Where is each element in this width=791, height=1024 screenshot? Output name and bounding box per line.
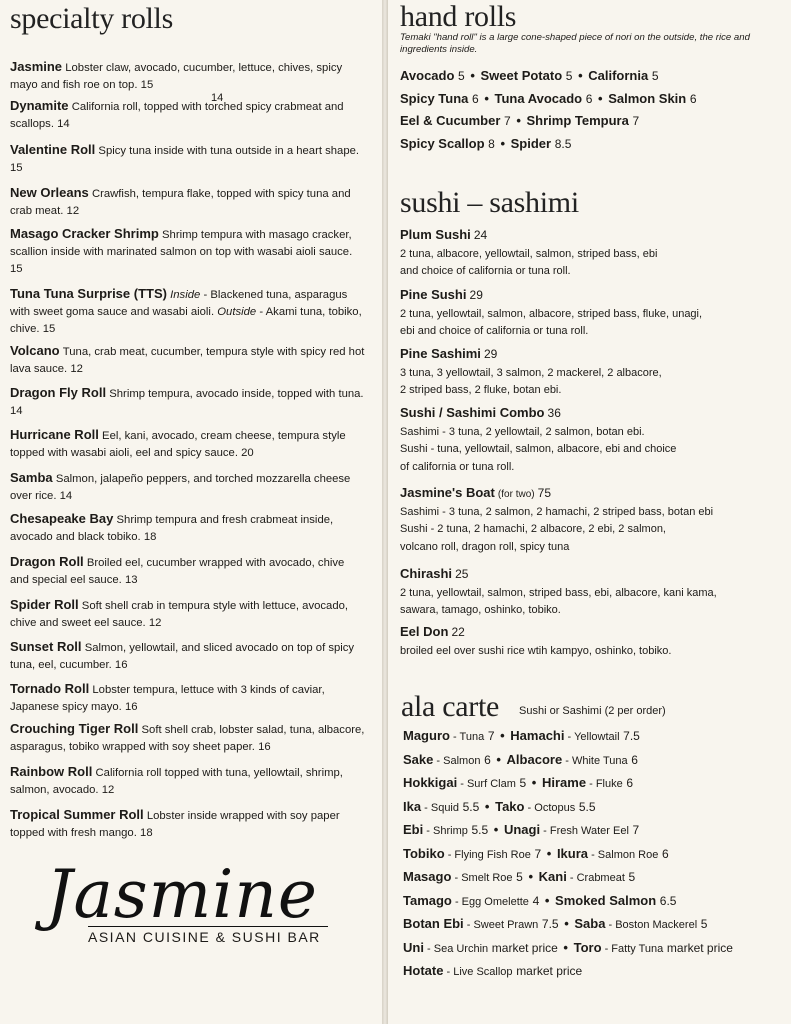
- stray-mark: 14: [211, 92, 224, 104]
- specialty-rolls-title: specialty rolls: [10, 2, 173, 35]
- ala-carte-price: market price: [516, 964, 583, 978]
- hand-roll-name: Eel & Cucumber: [400, 113, 501, 128]
- ala-carte-name: Sake: [403, 751, 434, 767]
- specialty-roll-item: [10, 680, 366, 716]
- bullet-separator: •: [541, 892, 554, 908]
- logo-subtitle: ASIAN CUISINE & SUSHI BAR: [88, 926, 328, 945]
- item-description-line: and choice of california or tuna roll.: [400, 265, 571, 277]
- roll-description: Soft shell crab in tempura style with lettuce, avocado, chive and sweet eel sauce.: [10, 600, 349, 629]
- ala-carte-row: [403, 775, 633, 790]
- dash-separator: -: [444, 848, 455, 861]
- ala-carte-name: Toro: [573, 939, 602, 955]
- bullet-separator: •: [496, 728, 509, 743]
- hand-roll-row: [400, 91, 697, 106]
- bullet-separator: •: [490, 822, 502, 837]
- hand-roll-price: 6: [585, 92, 593, 106]
- sushi-sashimi-item: [400, 565, 760, 620]
- roll-price: 13: [124, 574, 138, 586]
- roll-description: California roll, topped with torched spicy crabmeat and scallops.: [10, 101, 344, 130]
- item-description-line: 2 tuna, yellowtail, salmon, striped bass, ebi, albacore, kani kama,: [400, 586, 717, 599]
- specialty-roll-item: [10, 342, 366, 378]
- hand-roll-price: 5: [651, 69, 659, 83]
- dash-separator: -: [564, 731, 575, 743]
- dash-separator: -: [433, 754, 444, 767]
- bullet-separator: •: [560, 916, 573, 931]
- hand-roll-name: Spicy Tuna: [400, 91, 469, 106]
- ala-carte-description: Fatty Tuna: [611, 942, 664, 955]
- roll-price: 12: [70, 363, 83, 375]
- roll-name: Spider Roll: [10, 597, 79, 612]
- ala-carte-row: [403, 846, 669, 861]
- roll-description: Soft shell crab, lobster salad, tuna, albacore, asparagus, tobiko wrapped with soy sheet paper.: [10, 724, 365, 753]
- item-name: Pine Sashimi: [400, 346, 481, 361]
- item-description-line: sawara, tamago, oshinko, tobiko.: [400, 604, 561, 616]
- restaurant-logo: [40, 858, 340, 945]
- dash-separator: -: [449, 731, 460, 743]
- ala-carte-row: [403, 963, 582, 978]
- item-description-line: Sushi - tuna, yellowtail, salmon, albacore, ebi and choice: [400, 443, 677, 455]
- item-description-line: volcano roll, dragon roll, spicy tuna: [400, 540, 570, 553]
- roll-name: Masago Cracker Shrimp: [10, 226, 159, 241]
- ala-carte-row: [403, 822, 639, 837]
- roll-name: Tuna Tuna Surprise (TTS): [10, 286, 167, 301]
- bullet-separator: •: [559, 939, 572, 955]
- item-price: 25: [455, 567, 469, 581]
- ala-carte-description: Boston Mackerel: [615, 919, 698, 931]
- bullet-separator: •: [512, 113, 525, 128]
- roll-name: Samba: [10, 470, 53, 485]
- hand-roll-name: Avocado: [400, 68, 455, 83]
- item-heading: [400, 404, 760, 424]
- dash-separator: -: [601, 942, 612, 955]
- roll-price: 16: [114, 659, 128, 671]
- dash-separator: -: [562, 754, 572, 767]
- ala-carte-price: 5.5: [462, 799, 480, 814]
- roll-price: 15: [140, 79, 154, 91]
- item-name: Plum Sushi: [400, 227, 471, 242]
- roll-name: Rainbow Roll: [10, 764, 93, 779]
- bullet-separator: •: [574, 68, 587, 83]
- roll-description: Spicy tuna inside with tuna outside in a heart shape.: [98, 145, 360, 157]
- ala-carte-row: [403, 893, 676, 908]
- specialty-roll-item: [10, 469, 366, 505]
- item-description-line: Sashimi - 3 tuna, 2 yellowtail, 2 salmon, botan ebi.: [400, 425, 645, 438]
- item-name: Sushi / Sashimi Combo: [400, 405, 545, 420]
- ala-carte-price: 7.5: [541, 917, 559, 931]
- hand-roll-name: Spider: [510, 136, 552, 151]
- ala-carte-row: [403, 752, 638, 767]
- ala-carte-name: Ika: [403, 798, 422, 814]
- dash-separator: -: [524, 801, 535, 814]
- hand-roll-name: Salmon Skin: [608, 91, 687, 106]
- item-heading: [400, 565, 760, 585]
- specialty-roll-item: [10, 596, 366, 632]
- dash-separator: -: [421, 801, 431, 814]
- ala-carte-price: market price: [491, 940, 558, 955]
- sushi-sashimi-item: [400, 404, 760, 476]
- item-price: 75: [537, 486, 552, 500]
- ala-carte-name: Ikura: [556, 845, 589, 861]
- item-description-line: Sushi - 2 tuna, 2 hamachi, 2 albacore, 2 ebi, 2 salmon,: [400, 523, 666, 535]
- item-price: 29: [469, 288, 483, 302]
- ala-carte-name: Hokkigai: [403, 775, 458, 790]
- ala-carte-row: [403, 799, 596, 814]
- ala-carte-description: Surf Clam: [466, 778, 516, 790]
- ala-carte-name: Tamago: [403, 892, 452, 908]
- ala-carte-price: 5.5: [578, 799, 596, 814]
- roll-price: 14: [10, 405, 23, 417]
- roll-name: Chesapeake Bay: [10, 511, 114, 526]
- ala-carte-description: Squid: [430, 801, 459, 814]
- bullet-separator: •: [466, 68, 479, 83]
- roll-name: Valentine Roll: [10, 142, 96, 157]
- hand-roll-price: 5: [565, 69, 573, 83]
- roll-description: Salmon, yellowtail, and sliced avocado on top of spicy tuna, eel, cucumber.: [10, 642, 355, 671]
- bullet-separator: •: [481, 798, 494, 814]
- specialty-roll-item: [10, 720, 366, 756]
- roll-name: Crouching Tiger Roll: [10, 721, 139, 736]
- ala-carte-name: Saba: [574, 916, 606, 931]
- item-heading: [400, 345, 760, 365]
- specialty-roll-item: [10, 510, 366, 546]
- roll-description: Crawfish, tempura flake, topped with spicy tuna and crab meat.: [10, 188, 351, 217]
- ala-carte-name: Tobiko: [403, 845, 445, 861]
- ala-carte-price: 5: [628, 870, 636, 884]
- ala-carte-name: Kani: [538, 869, 567, 884]
- sushi-sashimi-title: sushi – sashimi: [400, 186, 579, 219]
- ala-carte-description: Yellowtail: [574, 731, 620, 743]
- ala-carte-row: [403, 916, 707, 931]
- ala-carte-name: Ebi: [403, 822, 424, 837]
- ala-carte-name: Hirame: [541, 775, 587, 790]
- specialty-roll-item: [10, 763, 366, 799]
- roll-description: Lobster tempura, lettuce with 3 kinds of caviar, Japanese spicy mayo.: [10, 684, 325, 713]
- hand-roll-name: California: [588, 68, 649, 83]
- ala-carte-price: 6: [484, 752, 491, 767]
- ala-carte-price: 7: [632, 823, 640, 837]
- item-heading: [400, 623, 760, 643]
- roll-price: 15: [10, 162, 23, 174]
- item-name: Pine Sushi: [400, 287, 467, 302]
- ala-carte-row: [403, 940, 733, 955]
- roll-description: Shrimp tempura and fresh crabmeat inside, avocado and black tobiko.: [10, 514, 334, 543]
- hand-roll-row: [400, 68, 659, 83]
- roll-name: Tropical Summer Roll: [10, 807, 144, 822]
- ala-carte-name: Albacore: [506, 751, 563, 767]
- item-heading: [400, 286, 760, 306]
- ala-carte-description: Sweet Prawn: [473, 919, 539, 931]
- ala-carte-subtitle: Sushi or Sashimi (2 per order): [519, 705, 666, 717]
- roll-description: Salmon, jalapeño peppers, and torched mozzarella cheese over rice.: [10, 473, 351, 502]
- roll-name: Dragon Fly Roll: [10, 385, 107, 400]
- logo-script: Jasmine: [46, 856, 318, 933]
- ala-carte-description: Sea Urchin: [433, 942, 489, 955]
- ala-carte-price: market price: [666, 940, 733, 955]
- specialty-roll-item: [10, 285, 366, 338]
- specialty-roll-item: [10, 97, 366, 133]
- item-description-line: 2 tuna, albacore, yellowtail, salmon, striped bass, ebi: [400, 247, 658, 260]
- bullet-separator: •: [594, 91, 607, 106]
- roll-description: California roll topped with tuna, yellowtail, shrimp, salmon, avocado.: [10, 767, 343, 796]
- ala-carte-name: Botan Ebi: [403, 916, 464, 931]
- hand-roll-price: 5: [458, 69, 465, 83]
- roll-name: Jasmine: [10, 59, 63, 74]
- ala-carte-price: 5.5: [471, 823, 489, 837]
- dash-separator: -: [451, 872, 462, 884]
- roll-description: Shrimp tempura, avocado inside, topped with tuna.: [109, 388, 364, 400]
- dash-separator: -: [605, 919, 616, 931]
- ala-carte-description: Tuna: [459, 731, 485, 743]
- roll-price: 14: [57, 118, 70, 130]
- sushi-sashimi-item: [400, 226, 760, 281]
- item-price: 22: [451, 625, 465, 639]
- roll-description: Broiled eel, cucumber wrapped with avocado, chive and special eel sauce.: [10, 557, 345, 586]
- ala-carte-price: 5: [519, 776, 527, 790]
- hand-roll-price: 6: [472, 92, 479, 106]
- specialty-roll-item: [10, 225, 366, 278]
- dash-separator: -: [423, 825, 434, 837]
- specialty-roll-item: [10, 553, 366, 589]
- roll-description: Eel, kani, avocado, cream cheese, tempura style topped with wasabi aioli, eel and spicy sauce.: [10, 430, 346, 459]
- roll-name: Sunset Roll: [10, 639, 82, 654]
- specialty-roll-item: [10, 638, 366, 674]
- bullet-separator: •: [543, 845, 555, 861]
- ala-carte-price: 7: [534, 846, 542, 861]
- ala-carte-description: Shrimp: [433, 825, 468, 837]
- roll-name: New Orleans: [10, 185, 89, 200]
- roll-price: 20: [241, 447, 254, 459]
- ala-carte-name: Hamachi: [510, 728, 565, 743]
- ala-carte-name: Hotate: [403, 963, 444, 978]
- specialty-roll-item: [10, 58, 366, 94]
- roll-name: Dynamite: [10, 98, 69, 113]
- hand-roll-price: 7: [632, 114, 640, 128]
- ala-carte-price: 4: [532, 893, 540, 908]
- hand-roll-row: [400, 136, 571, 151]
- roll-price: 14: [59, 490, 73, 502]
- item-heading: [400, 226, 760, 246]
- item-description-line: 2 tuna, yellowtail, salmon, albacore, striped bass, fluke, unagi,: [400, 307, 703, 320]
- dash-separator: -: [586, 778, 596, 790]
- item-description-line: 2 striped bass, 2 fluke, botan ebi.: [400, 384, 562, 396]
- roll-outside-description: - Akami tuna, tobiko, chive.: [10, 306, 362, 335]
- bullet-separator: •: [492, 751, 505, 767]
- ala-carte-name: Unagi: [503, 822, 541, 837]
- roll-name: Volcano: [10, 343, 60, 358]
- hand-roll-name: Shrimp Tempura: [526, 113, 629, 128]
- dash-separator: -: [588, 848, 598, 861]
- hand-roll-price: 7: [504, 114, 511, 128]
- ala-carte-description: Octopus: [534, 801, 576, 814]
- roll-inside-label: Inside: [170, 289, 201, 301]
- hand-roll-row: [400, 113, 639, 128]
- bullet-separator: •: [480, 91, 493, 106]
- ala-carte-name: Maguro: [403, 728, 450, 743]
- ala-carte-description: Salmon: [443, 754, 481, 767]
- roll-outside-label: Outside: [217, 306, 257, 318]
- specialty-roll-item: [10, 141, 366, 177]
- dash-separator: -: [443, 966, 454, 978]
- dash-separator: -: [566, 872, 577, 884]
- item-description-line: broiled eel over sushi rice wtih kampyo, oshinko, tobiko.: [400, 644, 672, 657]
- roll-price: 16: [258, 741, 271, 753]
- dash-separator: -: [540, 825, 550, 837]
- ala-carte-row: [403, 728, 640, 743]
- item-heading: [400, 484, 760, 504]
- roll-name: Tornado Roll: [10, 681, 90, 696]
- hand-roll-price: 8: [488, 137, 495, 151]
- item-price: 24: [473, 228, 488, 242]
- bullet-separator: •: [524, 869, 537, 884]
- hand-roll-price: 8.5: [554, 137, 572, 151]
- roll-description: Shrimp tempura with masago cracker, scallion inside with marinated salmon on top with wasabi aioli sauce.: [10, 229, 353, 258]
- item-price: 29: [483, 347, 498, 361]
- item-name: Eel Don: [400, 624, 449, 639]
- sushi-sashimi-item: [400, 286, 760, 341]
- roll-price: 18: [140, 827, 153, 839]
- ala-carte-price: 7: [487, 729, 495, 743]
- ala-carte-description: Smelt Roe: [461, 872, 513, 884]
- dash-separator: -: [457, 778, 467, 790]
- ala-carte-price: 6: [631, 752, 638, 767]
- ala-carte-name: Smoked Salmon: [555, 892, 657, 908]
- ala-carte-description: Flying Fish Roe: [454, 848, 531, 861]
- roll-price: 15: [10, 263, 23, 275]
- ala-carte-price: 5: [516, 870, 523, 884]
- ala-carte-price: 7.5: [623, 729, 640, 743]
- ala-carte-description: Live Scallop: [453, 966, 513, 978]
- hand-roll-name: Sweet Potato: [480, 68, 563, 83]
- sushi-sashimi-item: [400, 484, 760, 556]
- ala-carte-row: [403, 869, 635, 884]
- hand-rolls-title: hand rolls: [400, 0, 517, 33]
- ala-carte-name: Masago: [403, 869, 452, 884]
- item-price: 36: [547, 406, 561, 420]
- ala-carte-price: 6: [626, 776, 634, 790]
- bullet-separator: •: [496, 136, 509, 151]
- specialty-roll-item: [10, 426, 366, 462]
- ala-carte-title: ala carte: [401, 690, 500, 723]
- ala-carte-description: White Tuna: [571, 754, 628, 767]
- roll-name: Dragon Roll: [10, 554, 84, 569]
- dash-separator: -: [451, 895, 462, 908]
- ala-carte-description: Fluke: [595, 778, 623, 790]
- roll-price: 12: [148, 617, 162, 629]
- ala-carte-description: Egg Omelette: [461, 895, 529, 908]
- ala-carte-price: 6.5: [659, 893, 677, 908]
- dash-separator: -: [463, 919, 474, 931]
- roll-price: 16: [124, 701, 138, 713]
- roll-inside-description: - Blackened tuna, asparagus with sweet goma sauce and wasabi aioli.: [10, 289, 348, 318]
- specialty-roll-item: [10, 184, 366, 220]
- hand-rolls-description: Temaki "hand roll" is a large cone-shaped piece of nori on the outside, the rice and ingredients inside.: [400, 32, 750, 55]
- ala-carte-description: Crabmeat: [576, 872, 625, 884]
- roll-name: Hurricane Roll: [10, 427, 99, 442]
- ala-carte-name: Uni: [403, 939, 424, 955]
- ala-carte-description: Salmon Roe: [597, 848, 659, 861]
- roll-description: Lobster claw, avocado, cucumber, lettuce, chives, spicy mayo and fish roe on top.: [10, 62, 343, 91]
- roll-description: Tuna, crab meat, cucumber, tempura style with spicy red hot lava sauce.: [10, 346, 365, 375]
- roll-price: 12: [101, 784, 115, 796]
- sushi-sashimi-item: [400, 623, 760, 660]
- specialty-roll-item: [10, 806, 366, 842]
- item-description-line: 3 tuna, 3 yellowtail, 3 salmon, 2 mackerel, 2 albacore,: [400, 366, 662, 379]
- ala-carte-price: 6: [661, 846, 669, 861]
- item-description-line: ebi and choice of california or tuna roll.: [400, 325, 589, 337]
- roll-description: Lobster inside wrapped with soy paper topped with fresh mango.: [10, 810, 340, 839]
- item-name: Chirashi: [400, 566, 453, 581]
- dash-separator: -: [423, 942, 434, 955]
- roll-price: 12: [66, 205, 80, 217]
- sushi-sashimi-item: [400, 345, 760, 400]
- item-name: Jasmine's Boat: [400, 485, 495, 500]
- hand-roll-name: Spicy Scallop: [400, 136, 485, 151]
- hand-roll-price: 6: [689, 92, 697, 106]
- hand-roll-name: Tuna Avocado: [494, 91, 583, 106]
- ala-carte-description: Fresh Water Eel: [549, 825, 629, 837]
- item-description-line: Sashimi - 3 tuna, 2 salmon, 2 hamachi, 2 striped bass, botan ebi: [400, 505, 714, 518]
- item-note: (for two): [497, 489, 535, 500]
- roll-price: 15: [42, 323, 56, 335]
- roll-price: 18: [143, 531, 157, 543]
- bullet-separator: •: [528, 775, 540, 790]
- item-description-line: of california or tuna roll.: [400, 460, 515, 473]
- specialty-roll-item: [10, 384, 366, 420]
- ala-carte-price: 5: [700, 917, 708, 931]
- ala-carte-name: Tako: [495, 798, 525, 814]
